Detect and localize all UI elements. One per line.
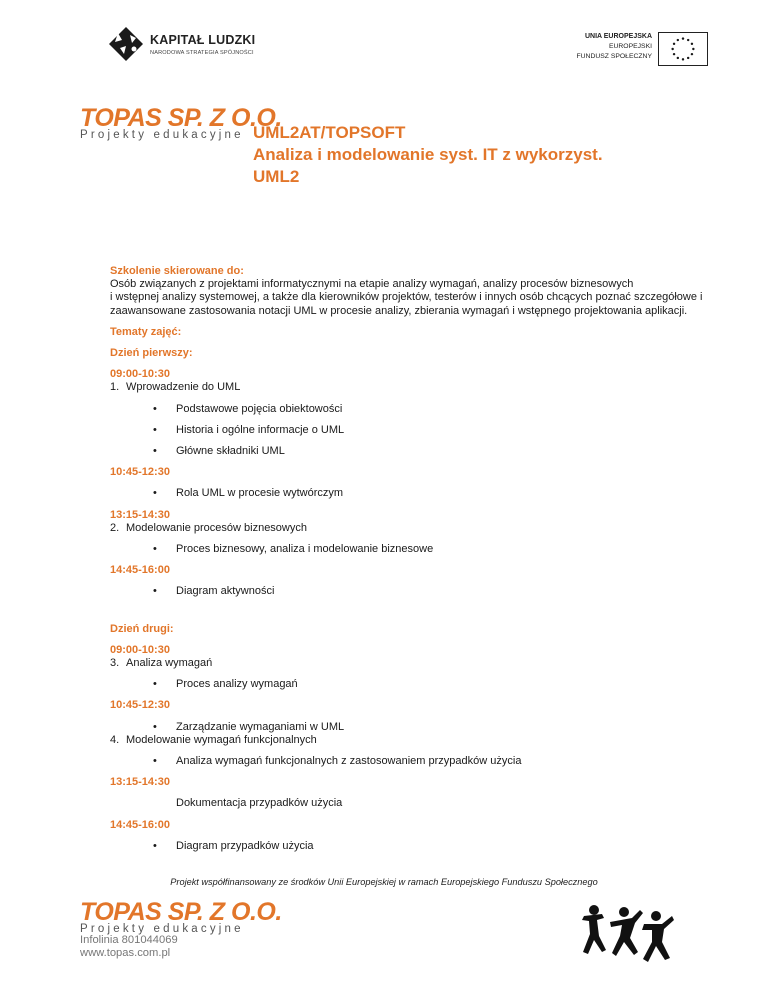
- website-link: www.topas.com.pl: [80, 947, 171, 959]
- day2-s2-topic: [110, 734, 710, 747]
- day1-s3-topic: [110, 522, 710, 535]
- list-item-text: Proces analizy wymagań: [176, 678, 298, 691]
- topas-logo-name: TOPAS SP. Z O.O.: [80, 104, 282, 132]
- list-item: [110, 445, 710, 458]
- kl-title: KAPITAŁ LUDZKI: [150, 33, 256, 47]
- bullet-icon: •: [153, 585, 157, 598]
- topas-logo-tagline: Projekty edukacyjne: [80, 129, 244, 141]
- list-item-text: Rola UML w procesie wytwórczym: [176, 487, 344, 500]
- topic-title: Analiza wymagań: [126, 657, 213, 670]
- list-item: [110, 424, 710, 437]
- list-item: [110, 487, 710, 500]
- list-item-text: Podstawowe pojęcia obiektowości: [176, 402, 343, 415]
- day1-s1-topic: [110, 381, 710, 394]
- bullet-icon: •: [153, 402, 157, 415]
- eu-line2: EUROPEJSKI: [608, 43, 652, 50]
- bullet-icon: •: [153, 487, 157, 500]
- topic-number: 4.: [110, 733, 120, 746]
- list-item: [110, 678, 710, 691]
- eu-line3: FUNDUSZ SPOŁECZNY: [576, 53, 652, 60]
- day2-s3-time: 13:15-14:30: [110, 776, 170, 789]
- day1-heading: Dzień pierwszy:: [110, 347, 193, 360]
- bullet-icon: •: [153, 839, 157, 852]
- list-item-text: Historia i ogólne informacje o UML: [176, 423, 345, 436]
- list-item-text: Zarządzanie wymaganiami w UML: [176, 720, 345, 733]
- contact-info: [80, 934, 178, 960]
- topas-logo-tagline: Projekty edukacyjne: [80, 923, 244, 935]
- day2-heading: Dzień drugi:: [110, 622, 174, 635]
- topic-title: Wprowadzenie do UML: [126, 381, 241, 394]
- day2-s4-time: 14:45-16:00: [110, 818, 170, 831]
- day1-s4-time: 14:45-16:00: [110, 564, 170, 577]
- list-item-text: Analiza wymagań funkcjonalnych z zastosowaniem przypadków użycia: [176, 755, 522, 768]
- topic-number: 1.: [110, 381, 120, 394]
- day2-s2-time: 10:45-12:30: [110, 699, 170, 712]
- topics-heading: Tematy zajęć:: [110, 325, 182, 338]
- course-program: [110, 265, 710, 853]
- phone-line: Infolinia 801044069: [80, 934, 178, 946]
- list-item-text: Diagram przypadków użycia: [176, 839, 314, 852]
- cofinancing-note: Projekt współfinansowany ze środków Unii Europejskiej w ramach Europejskiego Funduszu Społecznego: [170, 877, 598, 887]
- kl-subtitle: NARODOWA STRATEGIA SPÓJNOŚCI: [150, 50, 254, 56]
- list-item: [110, 755, 710, 768]
- dancers-figures-icon: [580, 902, 676, 968]
- bullet-icon: •: [153, 720, 157, 733]
- list-item-text: Proces biznesowy, analiza i modelowanie biznesowe: [176, 543, 434, 556]
- list-item-text: Główne składniki UML: [176, 445, 285, 458]
- list-item: [110, 840, 710, 853]
- list-item-text: Dokumentacja przypadków użycia: [176, 797, 343, 810]
- list-item: [110, 721, 710, 734]
- list-item: [110, 585, 710, 598]
- topic-title: Modelowanie procesów biznesowych: [126, 521, 307, 534]
- bullet-icon: •: [153, 445, 157, 458]
- day2-s1-time: 09:00-10:30: [110, 643, 170, 656]
- topic-title: Modelowanie wymagań funkcjonalnych: [126, 733, 317, 746]
- topic-number: 2.: [110, 521, 120, 534]
- day1-s1-time: 09:00-10:30: [110, 368, 170, 381]
- course-title-line3: UML2: [253, 167, 300, 186]
- course-code: UML2AT/TOPSOFT: [253, 123, 406, 142]
- list-item: [110, 403, 710, 416]
- kapital-ludzki-emblem-icon: [108, 26, 144, 62]
- day1-s2-time: 10:45-12:30: [110, 466, 170, 479]
- day2-s1-topic: [110, 657, 710, 670]
- eu-flag-icon: [658, 32, 708, 66]
- bullet-icon: •: [153, 755, 157, 768]
- topic-number: 3.: [110, 657, 120, 670]
- course-title-line2: Analiza i modelowanie syst. IT z wykorzyst.: [253, 145, 603, 164]
- eu-line1: UNIA EUROPEJSKA: [584, 33, 652, 40]
- bullet-icon: •: [153, 678, 157, 691]
- audience-line1: Osób związanych z projektami informatycznymi na etapie analizy wymagań, analizy procesów biznesowych: [110, 278, 634, 291]
- topas-logo-name: TOPAS SP. Z O.O.: [80, 898, 282, 926]
- audience-line2: i wstępnej analizy systemowej, a także dla kierowników projektów, testerów i innych osób chcących poznać szczegółowe i: [110, 291, 703, 304]
- eu-logo: [540, 32, 708, 66]
- kapital-ludzki-logo: [108, 26, 258, 62]
- bullet-icon: •: [153, 543, 157, 556]
- eu-text: [576, 32, 652, 62]
- audience-line3: zaawansowane zastosowania notacji UML w procesie analizy, zbierania wymagań i wstępnego projektowania aplikacji.: [110, 304, 688, 317]
- course-title: [253, 122, 723, 188]
- list-item-text: Diagram aktywności: [176, 585, 275, 598]
- audience-heading: Szkolenie skierowane do:: [110, 265, 244, 277]
- day1-s3-time: 13:15-14:30: [110, 508, 170, 521]
- list-item: [110, 543, 710, 556]
- bullet-icon: •: [153, 423, 157, 436]
